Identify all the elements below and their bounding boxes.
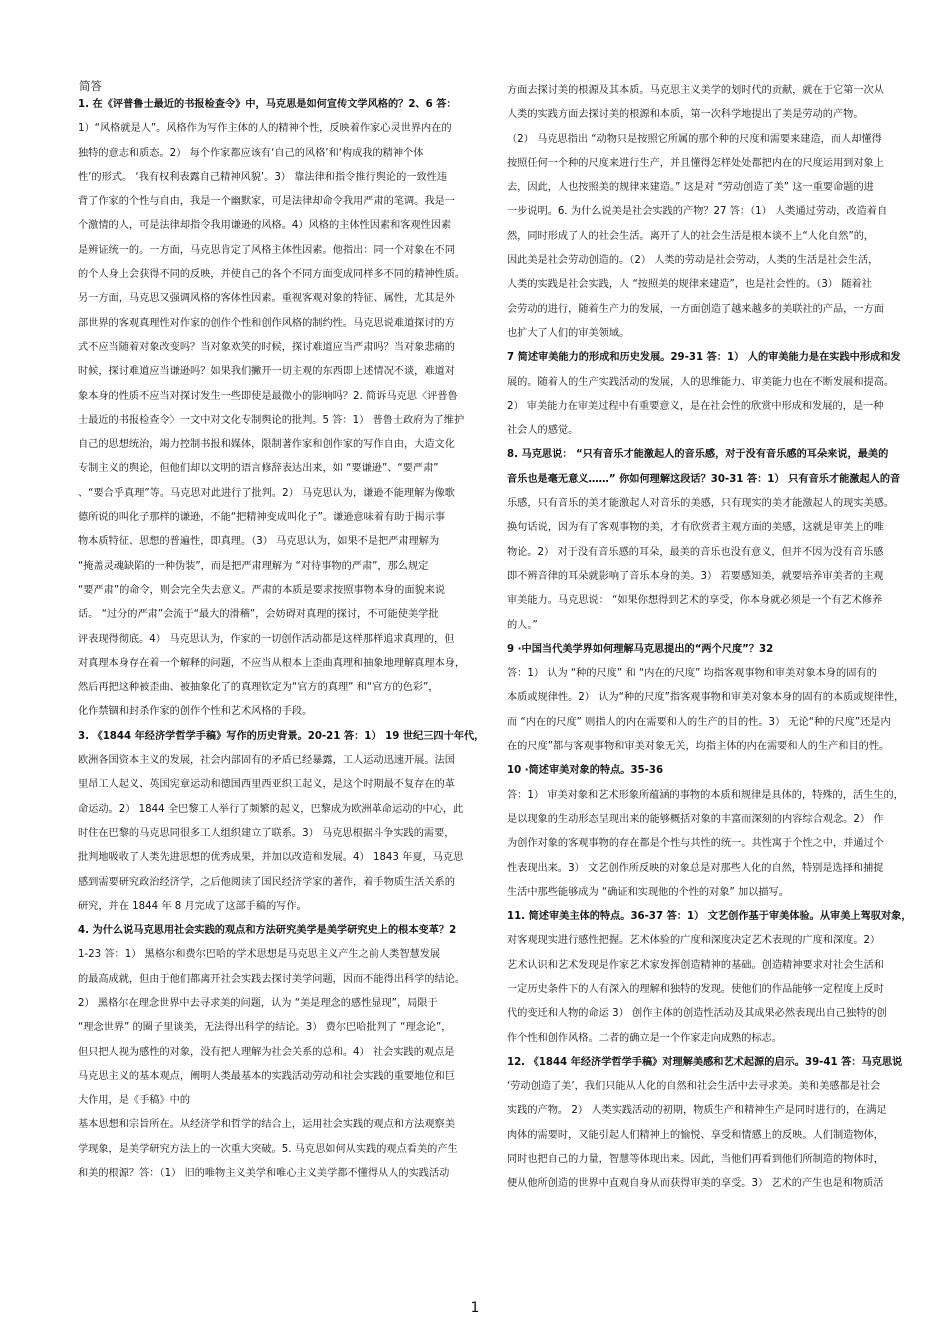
left-column-line: “掩盖灵魂缺陷的一种伪装”，而是把严肃理解为 “对待事物的严肃”，那么规定	[78, 560, 429, 572]
right-column-line: 也扩大了人们的审美领域。	[507, 327, 630, 339]
left-column	[78, 96, 484, 1189]
left-column-line: 时住在巴黎的马克思同很多工人组织建立了联系。3） 马克思根据斗争实践的需要，	[78, 827, 455, 839]
left-column-line: 但只把人视为感性的对象，没有把人理解为社会关系的总和。4） 社会实践的观点是	[78, 1046, 455, 1058]
right-column-line: 作个性和创作风格。二者的确立是一个作家走向成熟的标志。	[507, 1032, 783, 1044]
right-column-line: 按照任何一个种的尺度来进行生产，并且懂得怎样处处都把内在的尺度运用到对象上	[507, 157, 884, 169]
right-column-line: 换句话说，因为有了客观事物的美，才有欣赏者主观方面的美感，这就是审美上的唯	[507, 522, 884, 534]
right-column-line: 实践的产物。 2） 人类实践活动的初期，物质生产和精神生产是同时进行的，在满足	[507, 1105, 887, 1117]
left-column-line: 大作用，是《手稿》中的	[78, 1095, 191, 1107]
left-column-line: 1. 在《评普鲁士最近的书报检查令》中，马克思是如何宣传文学风格的？2、6 答：	[78, 99, 457, 110]
left-column-line: 然后再把这种被歪曲、被抽象化了的真理钦定为“官方的真理” 和“官方的色彩”，	[78, 682, 439, 694]
right-column-line: 肉体的需要时，又能引起人们精神上的愉悦、享受和情感上的反映。人们制造物体，	[507, 1129, 884, 1141]
left-column-line: 4. 为什么说马克思用社会实践的观点和方法研究美学是美学研究史上的根本变革？2	[78, 925, 457, 937]
right-column-line: 同时也把自己的力量，智慧等体现出来。因此，当他们再看到他们所制造的物体时，	[507, 1154, 884, 1166]
left-column-line: 、“要合乎真理”等。马克思对此进行了批判。2） 马克思认为，谦逊不能理解为像歌	[78, 487, 455, 499]
right-column-line: 物论。2） 对于没有音乐感的耳朵，最美的音乐也没有意义，但并不因为没有音乐感	[507, 546, 884, 558]
right-column-line: 一定历史条件下的人有深入的理解和独特的发现。使他们的作品能够一定程度上反时	[507, 983, 884, 995]
left-column-line: 欧洲各国资本主义的发展，社会内部固有的矛盾已经暴露，工人运动迅速开展。法国	[78, 755, 455, 767]
right-column-line: 在的尺度”都与客观事物和审美对象无关，均指主体的内在需要和人的生产和目的性。	[507, 741, 890, 753]
section-heading: 简答	[79, 79, 102, 93]
left-column-line: 德所说的叫化子那样的谦逊，不能“把精神变成叫化子”。谦逊意味着有助于揭示事	[78, 512, 446, 524]
right-column-line: 去，因此，人也按照美的规律来建造。” 这是对 “劳动创造了美” 这一重要命题的进	[507, 182, 874, 194]
right-column-line: 为创作对象的客观事物的存在都是个性与共性的统一。共性寓于个性之中，并通过个	[507, 838, 884, 850]
right-column-line: 然，同时形成了人的社会生活。离开了人的社会生活是根本谈不上“人化自然”的，	[507, 230, 875, 242]
left-column-line: 研究，并在 1844 年 8 月完成了这部手稿的写作。	[78, 900, 307, 912]
left-column-line: “理念世界” 的圈子里谈美，无法得出科学的结论。3） 费尔巴哈批判了 “理念论”，	[78, 1022, 452, 1034]
left-column-line: 感到需要研究政治经济学，之后他阅读了国民经济学家的著作，着手物质生活关系的	[78, 876, 455, 888]
right-column-line: 7 简述审美能力的形成和历史发展。29-31 答：1） 人的审美能力是在实践中形成和发	[507, 352, 901, 364]
right-column-line: 的人。”	[507, 619, 538, 631]
left-column-line: 里昂工人起义、英国宪章运动和德国西里西亚织工起义，是这个时期最不复存在的革	[78, 779, 455, 791]
right-column-line: 乐感，只有音乐的美才能激起人对音乐的美感，只有现实的美才能激起人的现实美感。	[507, 498, 895, 510]
left-column-line: 和美的根源？答：（1） 旧的唯物主义美学和唯心主义美学都不懂得从人的实践活动	[78, 1168, 450, 1180]
right-column-line: 方面去探讨美的根源及其本质。马克思主义美学的划时代的贡献，就在于它第一次从	[507, 85, 884, 96]
left-column-line: 自己的思想统治，竭力控制书报和媒体，限制著作家和创作家的写作自由，大造文化	[78, 439, 455, 451]
left-column-line: 式不应当随着对象改变吗？当对象欢笑的时候，探讨难道应当严肃吗？当对象悲痛的	[78, 341, 455, 353]
right-column-line: 展的。随着人的生产实践活动的发展，人的思维能力、审美能力也在不断发展和提高。	[507, 376, 895, 388]
left-column-line: 个激情的人，可是法律却指令我用谦逊的风格。4）风格的主体性因素和客观性因素	[78, 220, 452, 232]
right-column-line: 生活中那些能够成为 “确证和实现他的个性的对象” 加以描写。	[507, 886, 789, 898]
right-column-line: 人类的实践是社会实践，人 “按照美的规律来建造”，也是社会性的。（3） 随着社	[507, 279, 872, 291]
right-column-line: 11. 简述审美主体的特点。36-37 答：1） 文艺创作基于审美体验。从审美上驾驭对象，	[507, 911, 912, 923]
right-column-line: 12. 《1844 年经济学哲学手稿》对理解美感和艺术起源的启示。39-41 答：马克思说	[507, 1056, 903, 1068]
right-column-line: 艺术认识和艺术发现是作家艺术家发挥创造精神的基础。创造精神要求对社会生活和	[507, 959, 884, 971]
right-column-line: 2） 审美能力在审美过程中有重要意义，是在社会性的欣赏中形成和发展的，是一种	[507, 400, 884, 412]
left-column-line: 1-23 答：1） 黑格尔和费尔巴哈的学术思想是马克思主义产生之前人类智慧发展	[78, 949, 441, 961]
left-column-line: 对真理本身存在着一个解释的问题，不应当从根本上歪曲真理和抽象地理解真理本身，	[78, 657, 466, 669]
left-column-line: 是辨证统一的。一方面，马克思肯定了风格主体性因素。他指出：同一个对象在不同	[78, 244, 455, 256]
left-column-line: 时候，探讨难道应当谦逊吗？如果我们撇开一切主观的东西即上述情况不谈，难道对	[78, 366, 455, 378]
left-column-line: 士最近的书报检查令〉一文中对文化专制舆论的批判。5 答：1） 普鲁士政府为了维护	[78, 414, 465, 426]
right-column-line: 因此美是社会劳动创造的。（2） 人类的劳动是社会劳动，人类的生活是社会生活，	[507, 255, 879, 267]
right-column-line: 一步说明。6. 为什么说美是社会实践的产物？27 答：（1） 人类通过劳动，改造着自	[507, 206, 888, 218]
right-column-line: 即不辨音律的耳朵就影响了音乐本身的美。3） 若要感知美，就要培养审美者的主观	[507, 570, 884, 582]
left-column-line: 批判地吸收了人类先进思想的优秀成果，并加以改造和发展。4） 1843 年夏，马克思	[78, 852, 464, 864]
right-column	[507, 82, 912, 1200]
left-column-line: 独特的意志和质态。2） 每个作家都应该有‘自己的风格’和‘构成我的精神个体	[78, 147, 424, 159]
left-column-line: 另一方面，马克思又强调风格的客体性因素。重视客观对象的特征、属性，尤其是外	[78, 293, 455, 305]
right-column-line: 而 “内在的尺度” 则指人的内在需要和人的生产的目的性。3） 无论“种的尺度”还是内	[507, 716, 891, 728]
right-column-line: 代的变迁和人物的命运 3） 创作主体的创造性活动及其成果必然表现出自己独特的创	[507, 1008, 887, 1020]
right-column-line: 会劳动的进行，随着生产力的发展，一方面创造了越来越多的美联社的产品，一方面	[507, 303, 884, 315]
left-column-line: 学现象，是美学研究方法上的一次重大突破。5. 马克思如何从实践的观点看美的产生	[78, 1143, 458, 1155]
left-column-line: 1）“风格就是人”。风格作为写作主体的人的精神个性，反映着作家心灵世界内在的	[78, 123, 452, 135]
right-column-line: （2） 马克思指出 “动物只是按照它所属的那个种的尺度和需要来建造，而人却懂得	[507, 133, 882, 145]
right-column-line: 本质或规律性。2） 认为“种的尺度”指客观事物和审美对象本身的固有的本质或规律性，	[507, 692, 905, 704]
left-column-line: 部世界的客观真理性对作家的创作个性和创作风格的制约性。马克思说难道探讨的方	[78, 317, 455, 329]
left-column-line: 马克思主义的基本观点，阐明人类最基本的实践活动劳动和社会实践的重要地位和巨	[78, 1070, 455, 1082]
left-column-line: 评表现得彻底。4） 马克思认为，作家的一切创作活动都是这样那样追求真理的，但	[78, 633, 455, 645]
right-column-line: 是以现象的生动形态呈现出来的能够概括对象的丰富而深刻的内容综合观念。2） 作	[507, 813, 884, 825]
right-column-line: 8. 马克思说： “只有音乐才能激起人的音乐感，对于没有音乐感的耳朵来说，最美的	[507, 449, 889, 461]
left-column-line: 性’的形式。 ‘我有权利表露自己精神风貌’。3） 靠法律和指令推行舆论的一致性违	[78, 171, 448, 183]
right-column-line: 性表现出来。3） 文艺创作所反映的对象总是对那些人化的自然，特别是选择和捕捉	[507, 862, 884, 874]
right-column-line: 对客观现实进行感性把握。艺术体验的广度和深度决定艺术表现的广度和深度。2）	[507, 935, 881, 947]
right-column-line: 审美能力。马克思说： “如果你想得到艺术的享受，你本身就必须是一个有艺术修养	[507, 595, 883, 607]
right-column-line: 便从他所创造的世界中直观自身从而获得审美的享受。3） 艺术的产生也是和物质活	[507, 1178, 884, 1190]
left-column-line: “要严肃”的命令，则会完全失去意义。严肃的本质是要求按照事物本身的面貌来说	[78, 584, 446, 596]
right-column-line: 社会人的感觉。	[507, 425, 579, 437]
right-column-line: 答：1） 认为 “种的尺度” 和 “内在的尺度” 均指客观事物和审美对象本身的固有的	[507, 668, 877, 680]
right-column-line: 音乐也是毫无意义……” 你如何理解这段话？30-31 答：1） 只有音乐才能激起人的音	[507, 473, 901, 485]
left-column-line: 物本质特征、思想的普遍性，即真理。（3） 马克思认为，如果不是把严肃理解为	[78, 536, 440, 548]
left-column-line: 背了作家的个性与自由，我是一个幽默家，可是法律却命令我用严肃的笔调。我是一	[78, 196, 455, 208]
left-column-line: 2） 黑格尔在理念世界中去寻求美的问题，认为 “美是理念的感性显现”，局限于	[78, 997, 438, 1009]
right-column-line: ‘劳动创造了美’，我们只能从人化的自然和社会生活中去寻求美。美和美感都是社会	[507, 1081, 881, 1093]
left-column-line: 的个人身上会获得不同的反映，并使自己的各个不同方面变成同样多不同的精神性质。	[78, 269, 466, 281]
right-column-line: 10 ·简述审美对象的特点。35-36	[507, 765, 664, 777]
right-column-line: 答：1） 审美对象和艺术形象所蕴涵的事物的本质和规律是具体的，特殊的，活生生的，	[507, 789, 904, 801]
left-column-line: 3. 《1844 年经济学哲学手稿》写作的历史背景。20-21 答：1） 19 世纪三四十年代，	[78, 730, 485, 742]
page-number: 1	[470, 1300, 480, 1316]
left-column-line: 基本思想和宗旨所在。从经济学和哲学的结合上，运用社会实践的观点和方法观察美	[78, 1119, 455, 1131]
left-column-line: 专制主义的舆论，但他们却以文明的语言修辞表达出来，如 “要谦逊”、“要严肃”	[78, 463, 439, 475]
left-column-line: 化作禁锢和封杀作家的创作个性和艺术风格的手段。	[78, 706, 313, 718]
right-column-line: 人类的实践方面去探讨美的根源和本质，第一次科学地提出了美是劳动的产物。	[507, 109, 864, 121]
left-column-line: 象本身的性质不应当对探讨发生一些即使是最微小的影响吗？2. 简诉马克思〈评普鲁	[78, 390, 458, 402]
left-column-line: 的最高成就，但由于他们都离开社会实践去探讨美学问题，因而不能得出科学的结论。	[78, 973, 466, 985]
left-column-line: 命运动。2） 1844 全巴黎工人举行了频繁的起义，巴黎成为欧洲革命运动的中心，此	[78, 803, 464, 815]
left-column-line: 话。 “过分的严肃”会流于“最大的滑稽”，会妨碍对真理的探讨，不可能使美学批	[78, 609, 439, 621]
right-column-line: 9 ·中国当代美学界如何理解马克思提出的“两个尺度”？32	[507, 643, 774, 655]
